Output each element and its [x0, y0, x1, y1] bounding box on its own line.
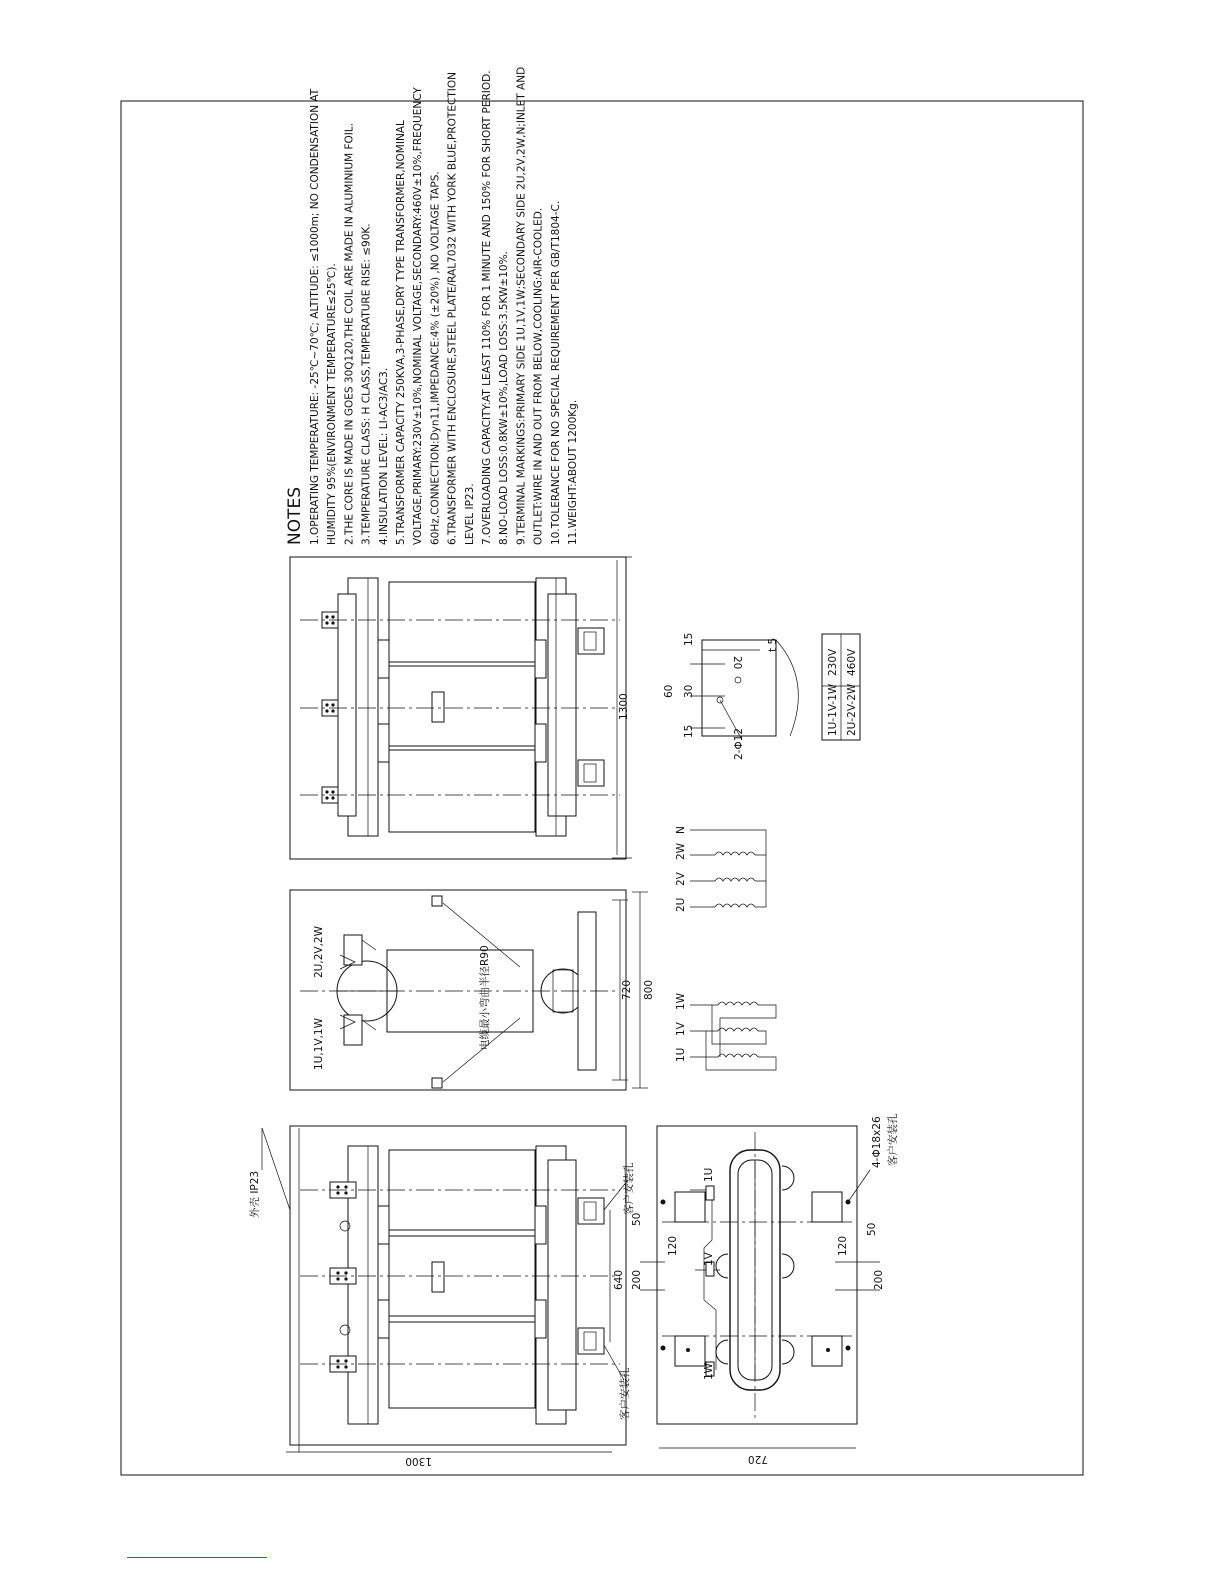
dim-15-bottom: 15 [683, 724, 695, 738]
note-line: LEVEL IP23. [463, 483, 476, 545]
label-cable-radius: 电缆最小弯曲半径R90 [479, 945, 491, 1050]
table-row-2-terminals: 2U-2V-2W [846, 683, 858, 736]
plan-label-1w: 1W [703, 1362, 715, 1380]
dim-t5: t 5 [767, 637, 779, 652]
dim-640: 640 [613, 1269, 625, 1290]
plan-label-1v: 1V [703, 1252, 715, 1266]
dim-200-left: 200 [631, 1269, 643, 1290]
dim-120-right: 120 [837, 1235, 849, 1256]
note-line: 5.TRANSFORMER CAPACITY 250KVA,3-PHASE,DRY TYPE TRANSFORMER,NOMINAL [395, 120, 407, 545]
dim-200-right: 200 [873, 1269, 885, 1290]
front-view-right [290, 557, 632, 859]
label-customer-holes-plan: 客户安装孔 [887, 1113, 899, 1166]
sch-1v: 1V [675, 1022, 687, 1036]
note-line: 60Hz,CONNECTION:Dyn11,IMPEDANCE:4% (±20%) ,NO VOLTAGE TAPS. [429, 171, 442, 545]
drawing-frame [121, 101, 1083, 1475]
side-view-middle [290, 890, 655, 1090]
label-holes-4x18x26: 4-Φ18x26 [871, 1116, 883, 1168]
notes-list [309, 67, 579, 545]
dim-60: 60 [663, 684, 675, 698]
label-secondary-terminals: 2U,2V,2W [313, 926, 325, 978]
plan-label-1u: 1U [703, 1167, 715, 1182]
label-enclosure-ip23: 外壳 IP23 [249, 1170, 261, 1218]
label-primary-terminals: 1U,1V,1W [313, 1018, 325, 1070]
sch-1u: 1U [675, 1047, 687, 1062]
sch-1w: 1W [675, 992, 687, 1010]
sch-2w: 2W [675, 842, 687, 860]
dim-hole-2x12: 2-Φ12 [733, 727, 745, 760]
note-line: 11.WEIGHT:ABOUT 1200Kg. [567, 399, 579, 545]
dim-15-top: 15 [683, 632, 695, 646]
note-line: 1.OPERATING TEMPERATURE: -25℃~70℃; ALTITUDE: ≤1000m; NO CONDENSATION AT [309, 88, 321, 545]
dim-30: 30 [683, 684, 695, 698]
note-line: 10.TOLERANCE FOR NO SPECIAL REQUIREMENT PER GB/T1804-C. [549, 200, 562, 545]
table-row-2-voltage: 460V [846, 648, 858, 676]
primary-winding-schematic [675, 992, 776, 1070]
sch-2v: 2V [675, 872, 687, 886]
terminal-plate-detail [663, 633, 798, 760]
label-customer-holes-bottom: 客户安装孔 [619, 1367, 631, 1420]
note-line: HUMIDITY 95%(ENVIRONMENT TEMPERATURE≤25℃). [326, 263, 339, 545]
dim-1300-right: 1300 [618, 693, 630, 720]
table-row-1-voltage: 230V [827, 648, 839, 676]
footer-rule [127, 1557, 267, 1558]
terminal-voltage-table [822, 634, 860, 740]
notes-block [285, 67, 579, 545]
dim-50-right: 50 [866, 1222, 878, 1236]
table-row-1-terminals: 1U-1V-1W [827, 683, 839, 736]
note-line: OUTLET:WIRE IN AND OUT FROM BELOW,COOLING:AIR-COOLED. [532, 207, 545, 545]
note-line: 9.TERMINAL MARKINGS:PRIMARY SIDE 1U,1V,1W;SECONDARY SIDE 2U,2V,2W,N;INLET AND [515, 66, 528, 545]
dim-720-side: 720 [621, 979, 633, 1000]
note-line: 8.NO-LOAD LOSS:0.8KW±10%,LOAD LOSS:3.5KW±10%. [498, 251, 511, 545]
dim-120-left: 120 [667, 1235, 679, 1256]
label-customer-holes-top: 客户安装孔 [623, 1162, 635, 1215]
dim-50-left: 50 [631, 1212, 643, 1226]
secondary-winding-schematic [675, 826, 766, 912]
sch-2u: 2U [675, 897, 687, 912]
dim-720-plan: 720 [747, 1453, 768, 1465]
dim-20: 20 [731, 656, 743, 670]
note-line: 4.INSULATION LEVEL: LI-AC3/AC3. [377, 367, 390, 545]
dim-800-side: 800 [643, 979, 655, 1000]
dim-1300-left: 1300 [405, 1455, 432, 1467]
note-line: 3.TEMPERATURE CLASS: H CLASS,TEMPERATURE RISE: ≤90K. [360, 223, 373, 545]
notes-title: NOTES [285, 486, 305, 545]
note-line: 2.THE CORE IS MADE IN GOES 30Q120,THE COIL ARE MADE IN ALUMINIUM FOIL. [343, 122, 356, 545]
front-view-left [248, 1126, 635, 1467]
note-line: VOLTAGE,PRIMARY:230V±10%,NOMINAL VOLTAGE,SECONDARY:460V±10%,FREQUENCY [412, 87, 425, 545]
note-line: 7.OVERLOADING CAPACITY:AT LEAST 110% FOR 1 MINUTE AND 150% FOR SHORT PERIOD. [481, 70, 493, 545]
sch-n: N [675, 826, 687, 834]
note-line: 6.TRANSFORMER WITH ENCLOSURE,STEEL PLATE/RAL7032 WITH YORK BLUE,PROTECTION [446, 72, 459, 545]
plan-view [631, 1113, 899, 1465]
